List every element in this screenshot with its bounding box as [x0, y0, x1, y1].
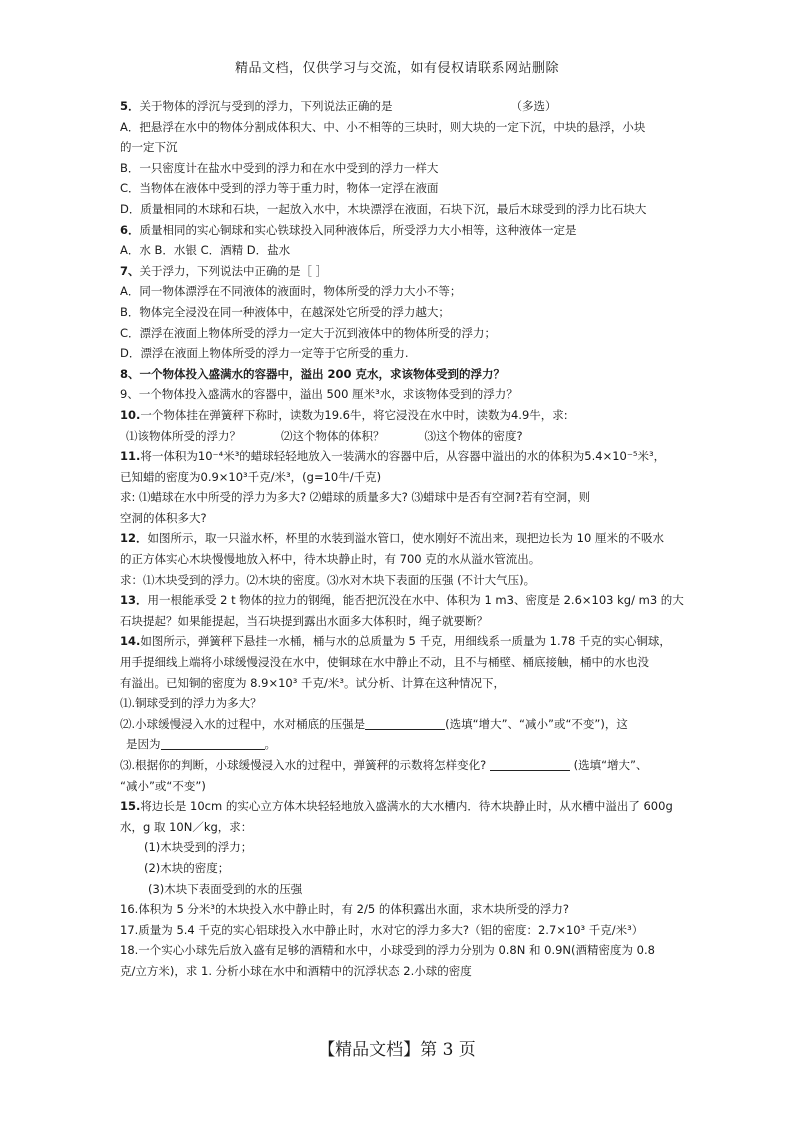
option-a-continued: 的一定下沉 [120, 140, 178, 155]
question-18: 18.一个实心小球先后放入盛有足够的酒精和水中，小球受到的浮力分别为 0.8N 和 0.9N(酒精密度为 0.8 [120, 943, 655, 958]
question-14-part-1: ⑴.铜球受到的浮力为多大？ [120, 696, 262, 711]
question-number: 13． [120, 593, 148, 608]
question-6-options: A．水 B．水银 C．酒精 D．盐水 [120, 243, 291, 258]
question-13-line-2: 石块提起？如果能提起，当石块提到露出水面多大体积时，绳子就要断？ [120, 613, 488, 628]
question-stem: 将边长是 10cm 的实心立方体木块轻轻地放入盛满水的大水槽内．待木块静止时，从水槽中溢出了 600g [140, 799, 673, 814]
part-2: ⑵这个物体的体积？ [281, 428, 385, 443]
question-tag: （多选） [510, 99, 557, 113]
question-15-line-2: 水，g 取 10N／kg，求： [120, 819, 253, 834]
question-stem: 质量相同的实心铜球和实心铁球投入同种液体后，所受浮力大小相等，这种液体一定是 [139, 222, 577, 237]
option-c: C．漂浮在液面上物体所受的浮力一定大于沉到液体中的物体所受的浮力； [120, 325, 497, 340]
question-number: 11. [120, 449, 141, 464]
question-number: 8、 [120, 366, 140, 381]
page-footer: 【精品文档】第 3 页 [318, 1040, 476, 1060]
option-c: C．当物体在液体中受到的浮力等于重力时，物体一定浮在液面 [120, 181, 439, 196]
part-text: ⑵.小球缓慢浸入水的过程中，水对桶底的压强是 [120, 716, 366, 731]
question-number: 5． [120, 99, 140, 113]
question-number: 6． [120, 222, 140, 237]
option-d: D．质量相同的木球和石块，一起放入水中，木块漂浮在液面，石块下沉，最后木球受到的浮力比石块大 [120, 201, 647, 216]
option-b: B．物体完全浸没在同一种液体中，在越深处它所受的浮力越大； [120, 304, 450, 319]
question-stem: 如图所示，弹簧秤下悬挂一水桶，桶与水的总质量为 5 千克，用细线系一质量为 1.78 千克的实心铜球， [140, 634, 671, 649]
question-11-line-3: 求: ⑴蜡球在水中所受的浮力为多大? ⑵蜡球的质量多大? ⑶蜡球中是否有空洞?若有空洞，则 [120, 490, 591, 505]
page-header: 精品文档，仅供学习与交流，如有侵权请联系网站删除 [234, 61, 559, 76]
question-11-line-4: 空洞的体积多大? [120, 510, 207, 525]
question-12-line-3: 求：⑴木块受到的浮力。⑵木块的密度。⑶水对木块下表面的压强 (不计大气压)。 [120, 572, 536, 587]
option-b: B．一只密度计在盐水中受到的浮力和在水中受到的浮力一样大 [120, 160, 439, 175]
question-8 [120, 364, 685, 385]
question-17: 17.质量为 5.4 千克的实心铝球投入水中静止时，水对它的浮力多大?（铝的密度：2.7×10³ 千克/米³） [120, 922, 644, 937]
part-text: (选填“增大”、“减小”或“不变”)，这 [445, 716, 628, 731]
document-body [120, 96, 685, 982]
question-18-line-2: 克/立方米)，求 1. 分析小球在水中和酒精中的沉浮状态 2.小球的密度 [120, 963, 472, 978]
question-stem: 一个物体挂在弹簧秤下称时，读数为19.6牛，将它浸没在水中时，读数为4.9牛，求: [140, 407, 568, 422]
part-text: (选填“增大”、 [573, 758, 648, 772]
question-14 [120, 631, 685, 652]
question-6 [120, 220, 685, 241]
question-number: 14. [120, 634, 141, 649]
question-number: 12． [120, 531, 148, 546]
option-a: A．把悬浮在水中的物体分割成体积大、中、小不相等的三块时，则大块的一定下沉，中块的悬浮，小块 [120, 119, 646, 134]
question-14-part-2-continued [120, 734, 685, 755]
question-15-part-1: (1)木块受到的浮力； [144, 840, 253, 855]
part-3: ⑶这个物体的密度? [424, 428, 523, 443]
question-7 [120, 261, 685, 282]
question-15-part-3: (3)木块下表面受到的水的压强 [148, 881, 303, 896]
question-stem: 将一体积为10⁻⁴米³的蜡球轻轻地放入一装满水的容器中后，从容器中溢出的水的体积为5.4×10⁻⁵米³， [140, 449, 666, 464]
question-stem: 如图所示，取一只溢水杯，杯里的水装到溢水管口，使水刚好不流出来，现把边长为 10 厘米的不吸水 [147, 531, 664, 546]
option-d: D．漂浮在液面上物体所受的浮力一定等于它所受的重力. [120, 346, 409, 361]
question-10 [120, 405, 685, 426]
question-12-line-2: 的正方体实心木块慢慢地放入杯中，待木块静止时，有 700 克的水从溢水管流出。 [120, 552, 541, 567]
question-stem: 一个物体投入盛满水的容器中，溢出 200 克水，求该物体受到的浮力？ [139, 366, 506, 381]
question-5 [120, 96, 685, 117]
answer-blank[interactable] [365, 716, 445, 730]
part-text: 。 [264, 737, 276, 752]
option-a: A．同一物体漂浮在不同液体的液面时，物体所受的浮力大小不等； [120, 284, 462, 299]
question-number: 7、 [120, 263, 140, 278]
question-11 [120, 446, 685, 467]
question-number: 9、 [120, 387, 139, 402]
answer-blank[interactable] [161, 736, 265, 750]
answer-blank[interactable] [490, 757, 570, 771]
question-15 [120, 796, 685, 817]
part-text: ⑶.根据你的判断，小球缓慢浸入水的过程中，弹簧秤的示数将怎样变化? [120, 758, 487, 772]
question-stem: 一个物体投入盛满水的容器中，溢出 500 厘米³水，求该物体受到的浮力？ [138, 387, 518, 402]
question-16: 16.体积为 5 分米³的木块投入水中静止时，有 2/5 的体积露出水面，求木块所受的浮力? [120, 902, 569, 917]
part-text: 是因为 [126, 737, 161, 752]
question-14-part-2 [120, 714, 685, 735]
question-9 [120, 384, 685, 405]
question-12 [120, 528, 685, 549]
question-stem: 用一根能承受 2 t 物体的拉力的钢绳，能否把沉没在水中、体积为 1 m3、密度是 2.6×103 kg/ m3 的大 [147, 593, 684, 608]
question-14-part-3-continued: “减小”或“不变”) [120, 778, 206, 793]
question-13 [120, 590, 685, 611]
question-15-part-2: (2)木块的密度； [144, 860, 230, 875]
question-14-line-3: 有溢出。已知铜的密度为 8.9×10³ 千克/米³。试分析、计算在这种情况下， [120, 675, 505, 690]
question-number: 10. [120, 407, 141, 422]
question-10-parts [120, 426, 685, 447]
question-stem: 关于物体的浮沉与受到的浮力，下列说法正确的是 [139, 99, 393, 113]
part-1: ⑴该物体所受的浮力？ [126, 428, 241, 443]
question-number: 15. [120, 799, 141, 814]
question-stem: 关于浮力，下列说法中正确的是［ ］ [139, 263, 328, 278]
question-14-part-3 [120, 755, 685, 776]
question-14-line-2: 用手提细线上端将小球缓慢浸没在水中，使铜球在水中静止不动，且不与桶壁、桶底接触，桶中的水也没 [120, 655, 649, 670]
question-11-line-2: 已知蜡的密度为0.9×10³千克/米³，(g=10牛/千克) [120, 469, 382, 484]
